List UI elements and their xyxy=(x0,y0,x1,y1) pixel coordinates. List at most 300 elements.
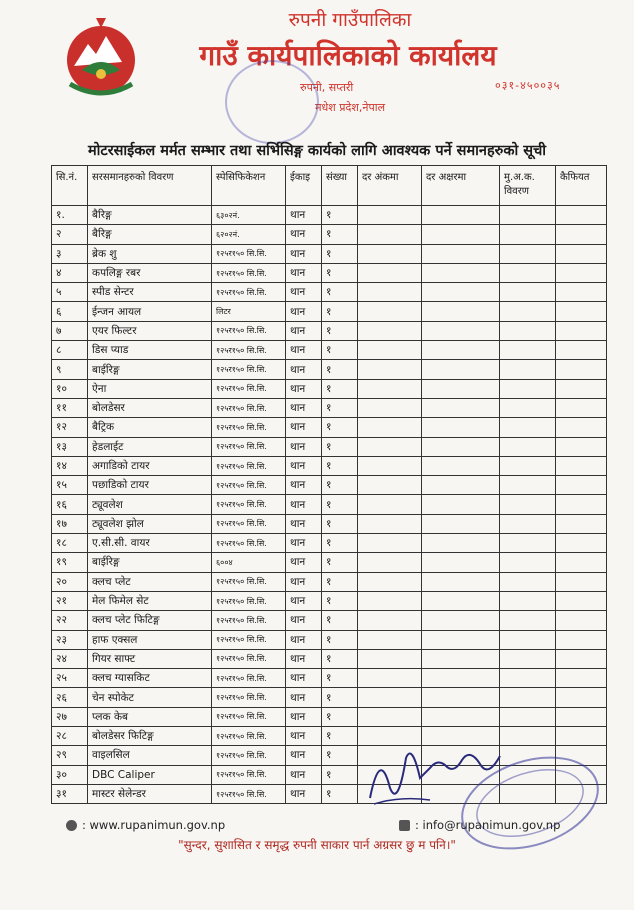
cell-quantity: १ xyxy=(322,341,358,360)
cell-rate-words xyxy=(422,341,500,360)
cell-rate-number xyxy=(358,707,422,726)
table-row xyxy=(52,244,607,263)
cell-quantity: १ xyxy=(322,437,358,456)
cell-unit: थान xyxy=(286,418,322,437)
cell-item: ए.सी.सी. वायर xyxy=(88,534,212,553)
table-row xyxy=(52,727,607,746)
cell-quantity: १ xyxy=(322,784,358,803)
cell-remarks xyxy=(556,418,607,437)
cell-rate-number xyxy=(358,669,422,688)
cell-quantity: १ xyxy=(322,495,358,514)
table-row xyxy=(52,437,607,456)
cell-vat xyxy=(500,206,556,225)
cell-rate-words xyxy=(422,688,500,707)
cell-quantity: १ xyxy=(322,727,358,746)
cell-rate-words xyxy=(422,360,500,379)
cell-unit: थान xyxy=(286,514,322,533)
cell-spec: १२५र१५० सि.सि. xyxy=(212,649,286,668)
col-header: कैफियत xyxy=(556,166,607,206)
cell-vat xyxy=(500,437,556,456)
cell-item: क्लच प्लेट फिटिङ्ग xyxy=(88,611,212,630)
cell-quantity: १ xyxy=(322,611,358,630)
cell-rate-number xyxy=(358,225,422,244)
cell-serial: १४ xyxy=(52,456,88,475)
cell-spec: १२५र१५० सि.सि. xyxy=(212,321,286,340)
table-row xyxy=(52,360,607,379)
cell-quantity: १ xyxy=(322,630,358,649)
cell-spec: ६००४ xyxy=(212,553,286,572)
cell-item: क्लच प्लेट xyxy=(88,572,212,591)
office-phone: ०३१-४५००३५ xyxy=(495,79,561,92)
cell-item: कपलिङ्ग रबर xyxy=(88,263,212,282)
cell-rate-number xyxy=(358,321,422,340)
col-header: दर अक्षरमा xyxy=(422,166,500,206)
cell-item: पछाडिको टायर xyxy=(88,476,212,495)
cell-remarks xyxy=(556,534,607,553)
cell-spec: १२५र१५० सि.सि. xyxy=(212,765,286,784)
cell-rate-words xyxy=(422,630,500,649)
cell-spec: १२५र१५० सि.सि. xyxy=(212,688,286,707)
footer-email: : info@rupanimun.gov.np xyxy=(415,818,561,832)
table-row xyxy=(52,456,607,475)
cell-vat xyxy=(500,283,556,302)
cell-remarks xyxy=(556,669,607,688)
cell-remarks xyxy=(556,437,607,456)
cell-rate-number xyxy=(358,360,422,379)
cell-rate-number xyxy=(358,379,422,398)
cell-unit: थान xyxy=(286,379,322,398)
cell-vat xyxy=(500,456,556,475)
cell-remarks xyxy=(556,302,607,321)
col-header: संख्या xyxy=(322,166,358,206)
cell-item: प्लक केब xyxy=(88,707,212,726)
cell-rate-number xyxy=(358,630,422,649)
table-row xyxy=(52,418,607,437)
office-stamp xyxy=(225,60,319,144)
cell-serial: २ xyxy=(52,225,88,244)
cell-remarks xyxy=(556,321,607,340)
cell-vat xyxy=(500,495,556,514)
cell-rate-words xyxy=(422,206,500,225)
cell-unit: थान xyxy=(286,784,322,803)
cell-quantity: १ xyxy=(322,418,358,437)
cell-item: DBC Caliper xyxy=(88,765,212,784)
cell-serial: २७ xyxy=(52,707,88,726)
cell-rate-number xyxy=(358,263,422,282)
table-row xyxy=(52,379,607,398)
cell-item: हाफ एक्सल xyxy=(88,630,212,649)
cell-spec: १२५र१५० सि.सि. xyxy=(212,727,286,746)
table-row xyxy=(52,688,607,707)
cell-quantity: १ xyxy=(322,321,358,340)
cell-spec: १२५र१५० सि.सि. xyxy=(212,707,286,726)
cell-rate-number xyxy=(358,649,422,668)
cell-rate-number xyxy=(358,456,422,475)
cell-spec: १२५र१५० सि.सि. xyxy=(212,572,286,591)
table-row xyxy=(52,341,607,360)
cell-vat xyxy=(500,707,556,726)
cell-remarks xyxy=(556,398,607,417)
cell-unit: थान xyxy=(286,688,322,707)
col-header: सि.नं. xyxy=(52,166,88,206)
cell-vat xyxy=(500,611,556,630)
cell-remarks xyxy=(556,283,607,302)
cell-vat xyxy=(500,302,556,321)
cell-rate-number xyxy=(358,206,422,225)
cell-vat xyxy=(500,379,556,398)
table-header-row xyxy=(52,166,607,206)
table-row xyxy=(52,398,607,417)
cell-spec: १२५र१५० सि.सि. xyxy=(212,360,286,379)
cell-vat xyxy=(500,669,556,688)
cell-vat xyxy=(500,418,556,437)
cell-rate-words xyxy=(422,437,500,456)
cell-serial: ४ xyxy=(52,263,88,282)
cell-spec: १२५र१५० सि.सि. xyxy=(212,437,286,456)
cell-unit: थान xyxy=(286,398,322,417)
cell-rate-words xyxy=(422,591,500,610)
cell-quantity: १ xyxy=(322,514,358,533)
cell-remarks xyxy=(556,727,607,746)
cell-spec: १२५र१५० सि.सि. xyxy=(212,746,286,765)
cell-quantity: १ xyxy=(322,244,358,263)
cell-rate-number xyxy=(358,688,422,707)
cell-remarks xyxy=(556,456,607,475)
footer-website: : www.rupanimun.gov.np xyxy=(82,818,226,832)
cell-serial: ५ xyxy=(52,283,88,302)
cell-unit: थान xyxy=(286,746,322,765)
cell-unit: थान xyxy=(286,649,322,668)
cell-quantity: १ xyxy=(322,206,358,225)
cell-remarks xyxy=(556,341,607,360)
cell-item: वाइलसिल xyxy=(88,746,212,765)
cell-unit: थान xyxy=(286,534,322,553)
cell-spec: १२५र१५० सि.सि. xyxy=(212,456,286,475)
cell-vat xyxy=(500,341,556,360)
cell-serial: २३ xyxy=(52,630,88,649)
cell-rate-words xyxy=(422,418,500,437)
cell-rate-number xyxy=(358,495,422,514)
table-row xyxy=(52,611,607,630)
cell-remarks xyxy=(556,572,607,591)
table-row xyxy=(52,302,607,321)
cell-item: हेडलाईट xyxy=(88,437,212,456)
cell-remarks xyxy=(556,688,607,707)
cell-vat xyxy=(500,476,556,495)
cell-serial: ३१ xyxy=(52,784,88,803)
cell-spec: १२५र१५० सि.सि. xyxy=(212,534,286,553)
cell-rate-words xyxy=(422,321,500,340)
cell-spec: १२५र१५० सि.सि. xyxy=(212,611,286,630)
cell-rate-number xyxy=(358,283,422,302)
cell-unit: थान xyxy=(286,553,322,572)
cell-vat xyxy=(500,591,556,610)
table-row xyxy=(52,534,607,553)
col-header: सरसमानहरुको विवरण xyxy=(88,166,212,206)
cell-serial: ७ xyxy=(52,321,88,340)
cell-vat xyxy=(500,553,556,572)
cell-quantity: १ xyxy=(322,534,358,553)
cell-spec: १२५र१५० सि.सि. xyxy=(212,244,286,263)
cell-remarks xyxy=(556,707,607,726)
table-row xyxy=(52,225,607,244)
table-row xyxy=(52,206,607,225)
cell-quantity: १ xyxy=(322,688,358,707)
cell-spec: १२५र१५० सि.सि. xyxy=(212,514,286,533)
cell-rate-number xyxy=(358,341,422,360)
cell-rate-number xyxy=(358,244,422,263)
cell-serial: १७ xyxy=(52,514,88,533)
cell-serial: २१ xyxy=(52,591,88,610)
cell-unit: थान xyxy=(286,765,322,784)
cell-quantity: १ xyxy=(322,360,358,379)
col-header: ईकाइ xyxy=(286,166,322,206)
cell-spec: १२५र१५० सि.सि. xyxy=(212,630,286,649)
cell-item: ट्यूवलेश झोल xyxy=(88,514,212,533)
table-row xyxy=(52,321,607,340)
cell-item: ईन्जन आयल xyxy=(88,302,212,321)
cell-serial: २८ xyxy=(52,727,88,746)
cell-spec: १२५र१५० सि.सि. xyxy=(212,669,286,688)
cell-rate-words xyxy=(422,456,500,475)
cell-rate-number xyxy=(358,476,422,495)
cell-rate-words xyxy=(422,244,500,263)
cell-vat xyxy=(500,398,556,417)
cell-quantity: १ xyxy=(322,263,358,282)
cell-item: ऐना xyxy=(88,379,212,398)
cell-rate-number xyxy=(358,572,422,591)
cell-serial: २५ xyxy=(52,669,88,688)
cell-item: बैट्रिक xyxy=(88,418,212,437)
cell-item: बाईरिङ्ग xyxy=(88,553,212,572)
cell-serial: १. xyxy=(52,206,88,225)
cell-unit: थान xyxy=(286,630,322,649)
table-row xyxy=(52,630,607,649)
cell-serial: १९ xyxy=(52,553,88,572)
table-row xyxy=(52,669,607,688)
cell-quantity: १ xyxy=(322,225,358,244)
cell-serial: १२ xyxy=(52,418,88,437)
cell-serial: ६ xyxy=(52,302,88,321)
cell-remarks xyxy=(556,611,607,630)
cell-vat xyxy=(500,225,556,244)
cell-rate-number xyxy=(358,398,422,417)
globe-icon xyxy=(66,820,77,831)
cell-rate-words xyxy=(422,669,500,688)
office-name-line2: गाउँ कार्यपालिकाको कार्यालय xyxy=(199,39,497,72)
cell-item: बैरिङ्ग xyxy=(88,225,212,244)
cell-unit: थान xyxy=(286,611,322,630)
cell-unit: थान xyxy=(286,283,322,302)
cell-vat xyxy=(500,534,556,553)
cell-quantity: १ xyxy=(322,476,358,495)
table-row xyxy=(52,495,607,514)
cell-spec: १२५र१५० सि.सि. xyxy=(212,495,286,514)
cell-serial: २६ xyxy=(52,688,88,707)
cell-rate-number xyxy=(358,302,422,321)
cell-remarks xyxy=(556,379,607,398)
table-row xyxy=(52,263,607,282)
cell-unit: थान xyxy=(286,225,322,244)
cell-quantity: १ xyxy=(322,669,358,688)
nepal-emblem-icon xyxy=(62,14,140,98)
cell-vat xyxy=(500,514,556,533)
cell-quantity: १ xyxy=(322,398,358,417)
cell-vat xyxy=(500,630,556,649)
cell-quantity: १ xyxy=(322,283,358,302)
cell-rate-words xyxy=(422,476,500,495)
cell-spec: १२५र१५० सि.सि. xyxy=(212,476,286,495)
cell-item: स्पीड सेन्टर xyxy=(88,283,212,302)
cell-unit: थान xyxy=(286,437,322,456)
cell-unit: थान xyxy=(286,244,322,263)
items-table xyxy=(51,165,607,804)
cell-rate-words xyxy=(422,534,500,553)
cell-remarks xyxy=(556,244,607,263)
office-name-line1: रुपनी गाउँपालिका xyxy=(288,9,412,31)
table-row xyxy=(52,553,607,572)
cell-rate-words xyxy=(422,707,500,726)
cell-remarks xyxy=(556,630,607,649)
cell-item: बोलडेसर फिटिङ्ग xyxy=(88,727,212,746)
cell-rate-words xyxy=(422,225,500,244)
cell-rate-words xyxy=(422,553,500,572)
cell-unit: थान xyxy=(286,321,322,340)
cell-item: बोलडेसर xyxy=(88,398,212,417)
cell-rate-words xyxy=(422,283,500,302)
cell-vat xyxy=(500,649,556,668)
cell-quantity: १ xyxy=(322,302,358,321)
cell-quantity: १ xyxy=(322,765,358,784)
cell-remarks xyxy=(556,495,607,514)
col-header: दर अंकमा xyxy=(358,166,422,206)
cell-spec: १२५र१५० सि.सि. xyxy=(212,379,286,398)
cell-serial: ३० xyxy=(52,765,88,784)
cell-unit: थान xyxy=(286,591,322,610)
cell-item: बैरिङ्ग xyxy=(88,206,212,225)
cell-quantity: १ xyxy=(322,553,358,572)
cell-remarks xyxy=(556,514,607,533)
cell-serial: २२ xyxy=(52,611,88,630)
table-row xyxy=(52,707,607,726)
cell-spec: ६२०२नं. xyxy=(212,225,286,244)
cell-item: डिस प्याड xyxy=(88,341,212,360)
cell-item: क्लच ग्यासकिट xyxy=(88,669,212,688)
cell-unit: थान xyxy=(286,360,322,379)
cell-spec: १२५र१५० सि.सि. xyxy=(212,418,286,437)
cell-remarks xyxy=(556,591,607,610)
cell-remarks xyxy=(556,476,607,495)
cell-unit: थान xyxy=(286,341,322,360)
cell-spec: १२५र१५० सि.सि. xyxy=(212,591,286,610)
cell-rate-words xyxy=(422,611,500,630)
cell-item: अगाडिको टायर xyxy=(88,456,212,475)
cell-serial: १६ xyxy=(52,495,88,514)
cell-serial: ३ xyxy=(52,244,88,263)
cell-spec: १२५र१५० सि.सि. xyxy=(212,263,286,282)
cell-item: गियर साफ्ट xyxy=(88,649,212,668)
office-province: मधेश प्रदेश,नेपाल xyxy=(314,101,386,114)
cell-serial: ८ xyxy=(52,341,88,360)
cell-unit: थान xyxy=(286,302,322,321)
cell-spec: ६३०२नं. xyxy=(212,206,286,225)
cell-spec: १२५र१५० सि.सि. xyxy=(212,398,286,417)
col-header: स्पेसिफिकेशन xyxy=(212,166,286,206)
cell-serial: २९ xyxy=(52,746,88,765)
cell-serial: ११ xyxy=(52,398,88,417)
cell-serial: १८ xyxy=(52,534,88,553)
cell-unit: थान xyxy=(286,707,322,726)
cell-item: चेन स्पोकेट xyxy=(88,688,212,707)
cell-item: एयर फिल्टर xyxy=(88,321,212,340)
cell-quantity: १ xyxy=(322,572,358,591)
cell-spec: १२५र१५० सि.सि. xyxy=(212,784,286,803)
cell-rate-number xyxy=(358,437,422,456)
cell-vat xyxy=(500,321,556,340)
cell-rate-number xyxy=(358,611,422,630)
cell-remarks xyxy=(556,649,607,668)
cell-unit: थान xyxy=(286,727,322,746)
cell-item: मास्टर सेलेन्डर xyxy=(88,784,212,803)
cell-vat xyxy=(500,688,556,707)
cell-rate-words xyxy=(422,398,500,417)
cell-rate-words xyxy=(422,649,500,668)
cell-rate-words xyxy=(422,263,500,282)
cell-vat xyxy=(500,244,556,263)
cell-vat xyxy=(500,263,556,282)
cell-unit: थान xyxy=(286,669,322,688)
cell-vat xyxy=(500,572,556,591)
cell-item: बाईरिङ्ग xyxy=(88,360,212,379)
table-row xyxy=(52,572,607,591)
footer-slogan: "सुन्दर, सुशासित र समृद्ध रुपनी साकार पार्न अग्रसर छु म पनि।" xyxy=(178,838,456,852)
cell-quantity: १ xyxy=(322,746,358,765)
cell-rate-words xyxy=(422,514,500,533)
table-row xyxy=(52,476,607,495)
cell-quantity: १ xyxy=(322,707,358,726)
cell-unit: थान xyxy=(286,476,322,495)
table-row xyxy=(52,591,607,610)
cell-unit: थान xyxy=(286,456,322,475)
cell-vat xyxy=(500,360,556,379)
cell-serial: १३ xyxy=(52,437,88,456)
cell-quantity: १ xyxy=(322,591,358,610)
cell-item: मेल फिमेल सेट xyxy=(88,591,212,610)
cell-serial: २० xyxy=(52,572,88,591)
cell-serial: २४ xyxy=(52,649,88,668)
cell-unit: थान xyxy=(286,572,322,591)
document-title: मोटरसाईकल मर्मत सम्भार तथा सर्भिसिङ्ग कार्यको लागि आवश्यक पर्ने समानहरुको सूची xyxy=(87,143,547,159)
cell-rate-number xyxy=(358,514,422,533)
cell-spec: लिटर xyxy=(212,302,286,321)
cell-rate-number xyxy=(358,418,422,437)
cell-remarks xyxy=(556,263,607,282)
cell-rate-number xyxy=(358,553,422,572)
cell-rate-words xyxy=(422,572,500,591)
cell-item: ब्रेक शु xyxy=(88,244,212,263)
cell-serial: ९ xyxy=(52,360,88,379)
cell-unit: थान xyxy=(286,263,322,282)
cell-serial: १० xyxy=(52,379,88,398)
cell-quantity: १ xyxy=(322,379,358,398)
cell-unit: थान xyxy=(286,206,322,225)
cell-unit: थान xyxy=(286,495,322,514)
cell-rate-words xyxy=(422,379,500,398)
cell-spec: १२५र१५० सि.सि. xyxy=(212,283,286,302)
cell-serial: १५ xyxy=(52,476,88,495)
col-header: मु.अ.क. विवरण xyxy=(500,166,556,206)
table-row xyxy=(52,514,607,533)
